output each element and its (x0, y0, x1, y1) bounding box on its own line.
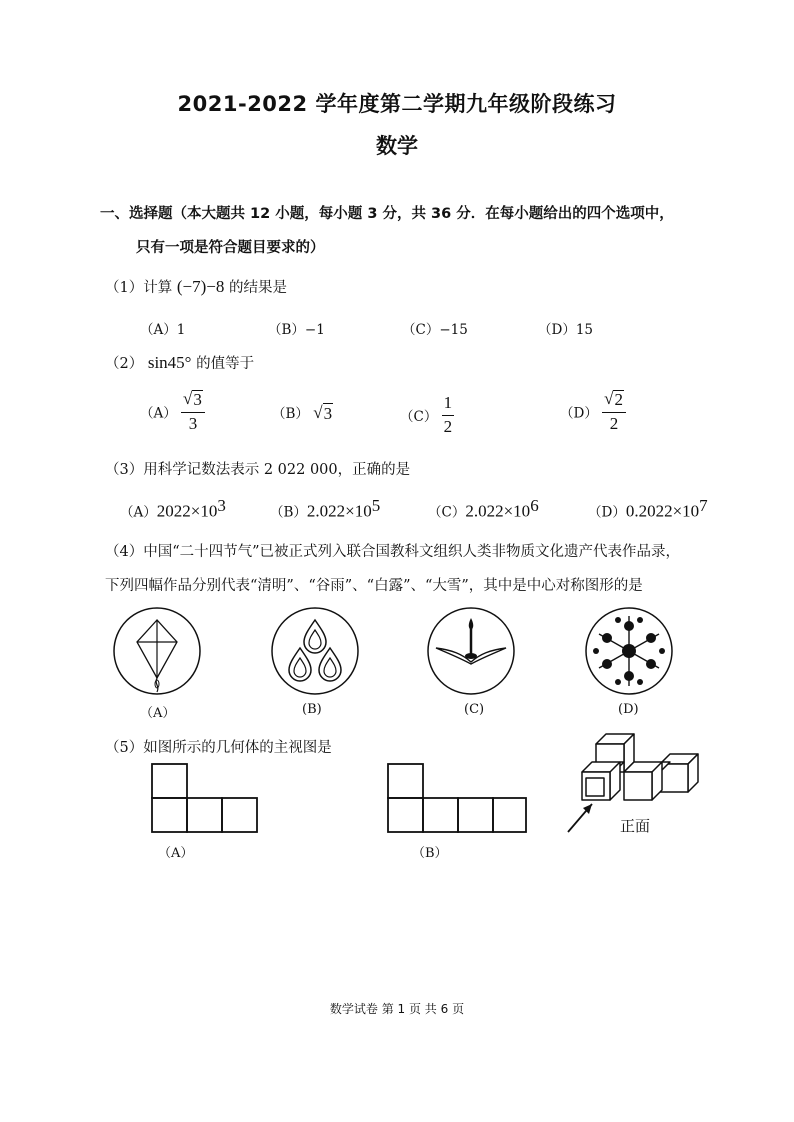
section-heading-line2: 只有一项是符合题目要求的） (136, 240, 325, 256)
q2-prefix: （2） (105, 356, 144, 372)
snowflake-figure[interactable] (584, 606, 674, 696)
q4-option-d-label: (D) (618, 702, 639, 717)
q2-option-c[interactable]: （C） $\frac{1}{2}$ (400, 393, 453, 436)
front-view-label: 正面 (620, 817, 651, 835)
q1-expression: (−7)−8 (176, 277, 225, 296)
kite-figure[interactable] (112, 606, 202, 696)
q2-expression: sin45° (147, 353, 192, 372)
section-heading-line1: 一、选择题（本大题共 12 小题，每小题 3 分，共 36 分．在每小题给出的四个选项中， (100, 206, 674, 222)
q4-option-c-label: (C) (464, 702, 485, 717)
raindrops-figure[interactable] (270, 606, 360, 696)
subject-title: 数学 (376, 134, 418, 158)
q5-option-a-label: （A） (158, 846, 194, 861)
q1-option-a[interactable]: （A）1 (140, 322, 186, 338)
q5-option-b-figure[interactable] (386, 762, 528, 834)
question-5-stem: （5）如图所示的几何体的主视图是 (105, 740, 332, 756)
question-1-stem (105, 276, 287, 297)
q2-option-b[interactable]: （B） √ 3 (272, 403, 333, 423)
q2-option-a[interactable]: （A） √ 3 3 (140, 390, 205, 433)
page-footer: 数学试卷 第 1 页 共 6 页 (329, 1002, 465, 1016)
q1-option-c[interactable]: （C）−15 (402, 322, 468, 338)
question-4-stem-line1: （4）中国“二十四节气”已被正式列入联合国教科文组织人类非物质文化遗产代表作品录， (105, 544, 681, 560)
q3-option-c[interactable]: $(C)2.022\times 10^6$ (428, 496, 539, 521)
exam-title: 2021-2022 学年度第二学期九年级阶段练习 (177, 92, 617, 116)
q5-option-b-label: （B） (412, 846, 448, 861)
question-3-stem: （3）用科学记数法表示 2 022 000，正确的是 (105, 462, 411, 478)
q1-prefix: （1）计算 (105, 280, 173, 296)
q1-suffix: 的结果是 (228, 280, 287, 296)
q2-suffix: 的值等于 (196, 356, 255, 372)
q3-option-a[interactable]: $(A)2022\times 10^3$ (120, 496, 226, 521)
q4-option-a-label: （A） (140, 706, 176, 721)
q3-option-b[interactable]: $(B)2.022\times 10^5$ (270, 496, 381, 521)
dew-figure[interactable] (426, 606, 516, 696)
q1-option-b[interactable]: （B）−1 (268, 322, 325, 338)
question-2-stem (105, 352, 254, 373)
q4-option-b-label: (B) (302, 702, 322, 717)
q1-option-d[interactable]: （D）15 (538, 322, 594, 338)
q2-option-d[interactable]: （D） √ 2 2 (560, 390, 626, 433)
q5-option-a-figure[interactable] (150, 762, 260, 834)
q3-option-d[interactable]: $(D)0.2022\times 10^7$ (588, 496, 708, 521)
question-4-stem-line2: 下列四幅作品分别代表“清明”、“谷雨”、“白露”、“大雪”，其中是中心对称图形的是 (105, 578, 643, 594)
